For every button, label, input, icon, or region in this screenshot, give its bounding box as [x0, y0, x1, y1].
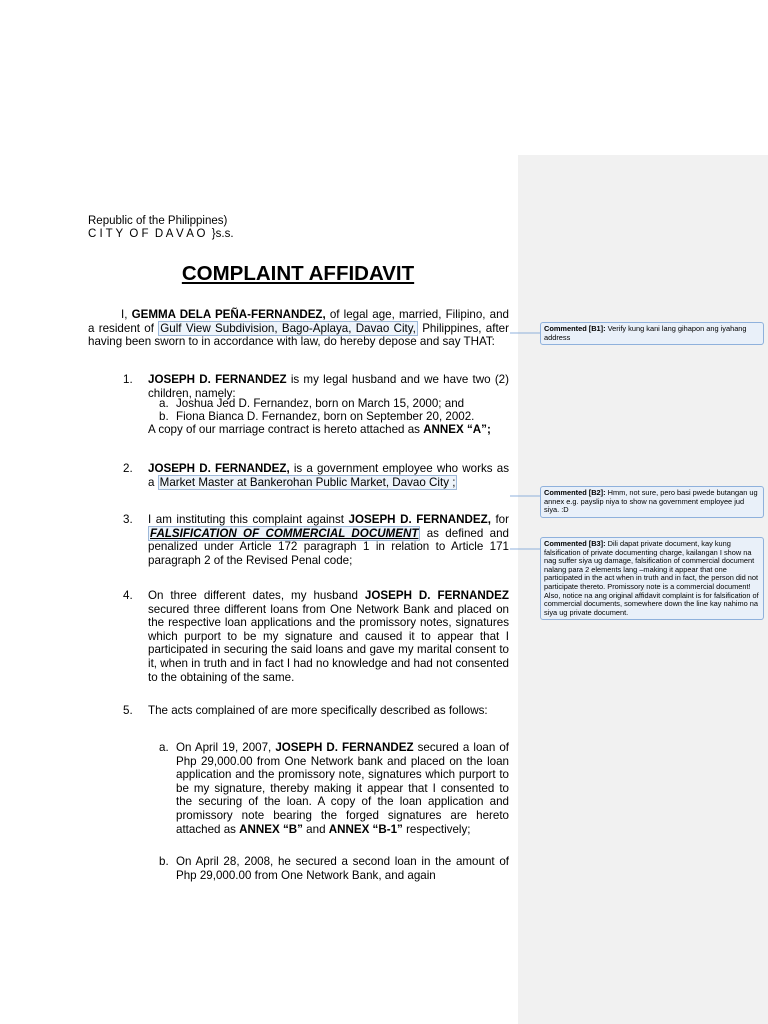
item-5a-body-1: On April 19, 2007, [176, 741, 276, 754]
item-5b-label: b. [159, 855, 169, 868]
highlighted-job[interactable]: Market Master at Bankerohan Public Market, Davao City ; [159, 475, 456, 489]
intro-text-3: Philippines, after having been sworn to in accordance with law, do hereby depose and say THAT: [88, 321, 509, 349]
comment-b3-text-2: Also, notice na ang original affidavit complaint is for falsification of commercial documents, somewhere down the line kay nahimo na siya ug private document. [544, 590, 759, 617]
comment-b2-label: Commented [B2]: [544, 488, 606, 497]
document-title: COMPLAINT AFFIDAVIT [181, 262, 415, 285]
item-number-3: 3. [123, 513, 133, 526]
item-3-name: JOSEPH D. FERNANDEZ, [348, 513, 491, 526]
comment-b3-label: Commented [B3]: [544, 539, 606, 548]
item-4-text [148, 589, 509, 684]
comment-b2[interactable] [540, 486, 764, 518]
item-number-5: 5. [123, 704, 133, 717]
item-5a-body-2: secured a loan of Php 29,000.00 from One Network bank and placed on the loan application and the promissory note, signatures which purport to be my signature, thereby making it appear that I consented to the securing of the loan. A copy of the loan application and promissory note bearing the forged signatures are hereto attached as [176, 741, 509, 836]
comment-b1-label: Commented [B1]: [544, 324, 606, 333]
header-city: C I T Y O F D A V A O }s.s. [88, 228, 234, 240]
item-number-1: 1. [123, 373, 133, 386]
item-2-text [148, 462, 509, 489]
item-3-text [148, 513, 509, 567]
item-1-copy-text: A copy of our marriage contract is hereto attached as [148, 423, 424, 436]
item-4-name: JOSEPH D. FERNANDEZ [364, 589, 509, 602]
item-5a-label: a. [159, 741, 169, 754]
item-5a-and: and [302, 822, 329, 836]
highlighted-address[interactable]: Gulf View Subdivision, Bago-Aplaya, Davao City, [160, 321, 416, 335]
item-1b-text: Fiona Bianca D. Fernandez, born on September 20, 2002. [176, 410, 475, 423]
item-5a-name: JOSEPH D. FERNANDEZ [275, 741, 414, 754]
comment-b2-text: Hmm, not sure, pero basi pwede butangan ug annex e.g. payslip niya to show na government employee jud siya. :D [544, 488, 758, 515]
item-5b-text: On April 28, 2008, he secured a second loan in the amount of Php 29,000.00 from One Network Bank, and again [176, 855, 509, 882]
item-number-4: 4. [123, 589, 133, 602]
item-1a-label: a. [159, 397, 169, 410]
item-5a-body-3: respectively; [402, 822, 471, 836]
item-5a-text [176, 741, 509, 836]
comment-b1-text: Verify kung kani lang gihapon ang iyahang address [544, 324, 747, 342]
header-republic: Republic of the Philippines) [88, 215, 228, 227]
item-1b-label: b. [159, 410, 169, 423]
intro-paragraph [88, 308, 509, 349]
comment-b1[interactable] [540, 322, 764, 345]
intro-text-1: I, [121, 308, 132, 321]
item-3-body-2: for [490, 513, 509, 526]
item-3-body-3: as defined and penalized under Article 172 paragraph 1 in relation to Article 171 paragraph 2 of the Revised Penal code; [148, 526, 509, 567]
item-1-body: is my legal husband and we have two (2) children, namely: [148, 373, 509, 400]
item-4-body-1: On three different dates, my husband [148, 589, 365, 602]
item-1-copy [148, 423, 509, 437]
annex-b: ANNEX “B” [239, 822, 303, 836]
item-1a-text: Joshua Jed D. Fernandez, born on March 15, 2000; and [176, 397, 465, 410]
annex-a: ANNEX “A”; [423, 423, 491, 436]
item-2-body: is a government employee who works as a [148, 462, 509, 489]
highlighted-crime[interactable]: FALSIFICATION OF COMMERCIAL DOCUMENT [150, 526, 419, 540]
item-5-text: The acts complained of are more specifically described as follows: [148, 704, 488, 717]
item-1-name: JOSEPH D. FERNANDEZ [148, 373, 287, 386]
annex-b-1: ANNEX “B-1” [328, 822, 403, 836]
item-2-name: JOSEPH D. FERNANDEZ, [148, 462, 290, 475]
item-3-body-1: I am instituting this complaint against [148, 513, 349, 526]
comment-b3-text: Dili dapat private document, kay kung falsification of private documenting charge, kailangan I show na nag suffer siya ug damage, falsification of commercial document nalang para 2 elements lang –making it appear that one participated in the act when in truth and in fact, the person did not participate thereto. Promissory note is a commercial document! [544, 539, 759, 591]
comment-b3[interactable] [540, 537, 764, 620]
item-4-body-2: secured three different loans from One Network Bank and placed on the respective loan applications and the promissory notes, signatures which purport to be my signature and caused it to appear that I participated in securing the said loans and gave my marital consent to it, when in truth and in fact I had no knowledge and had not consented to the obtaining of the same. [148, 602, 509, 684]
affiant-name: GEMMA DELA PEÑA-FERNANDEZ, [131, 308, 326, 321]
intro-text-2: of legal age, married, Filipino, and a resident of [88, 308, 509, 335]
item-number-2: 2. [123, 462, 133, 475]
